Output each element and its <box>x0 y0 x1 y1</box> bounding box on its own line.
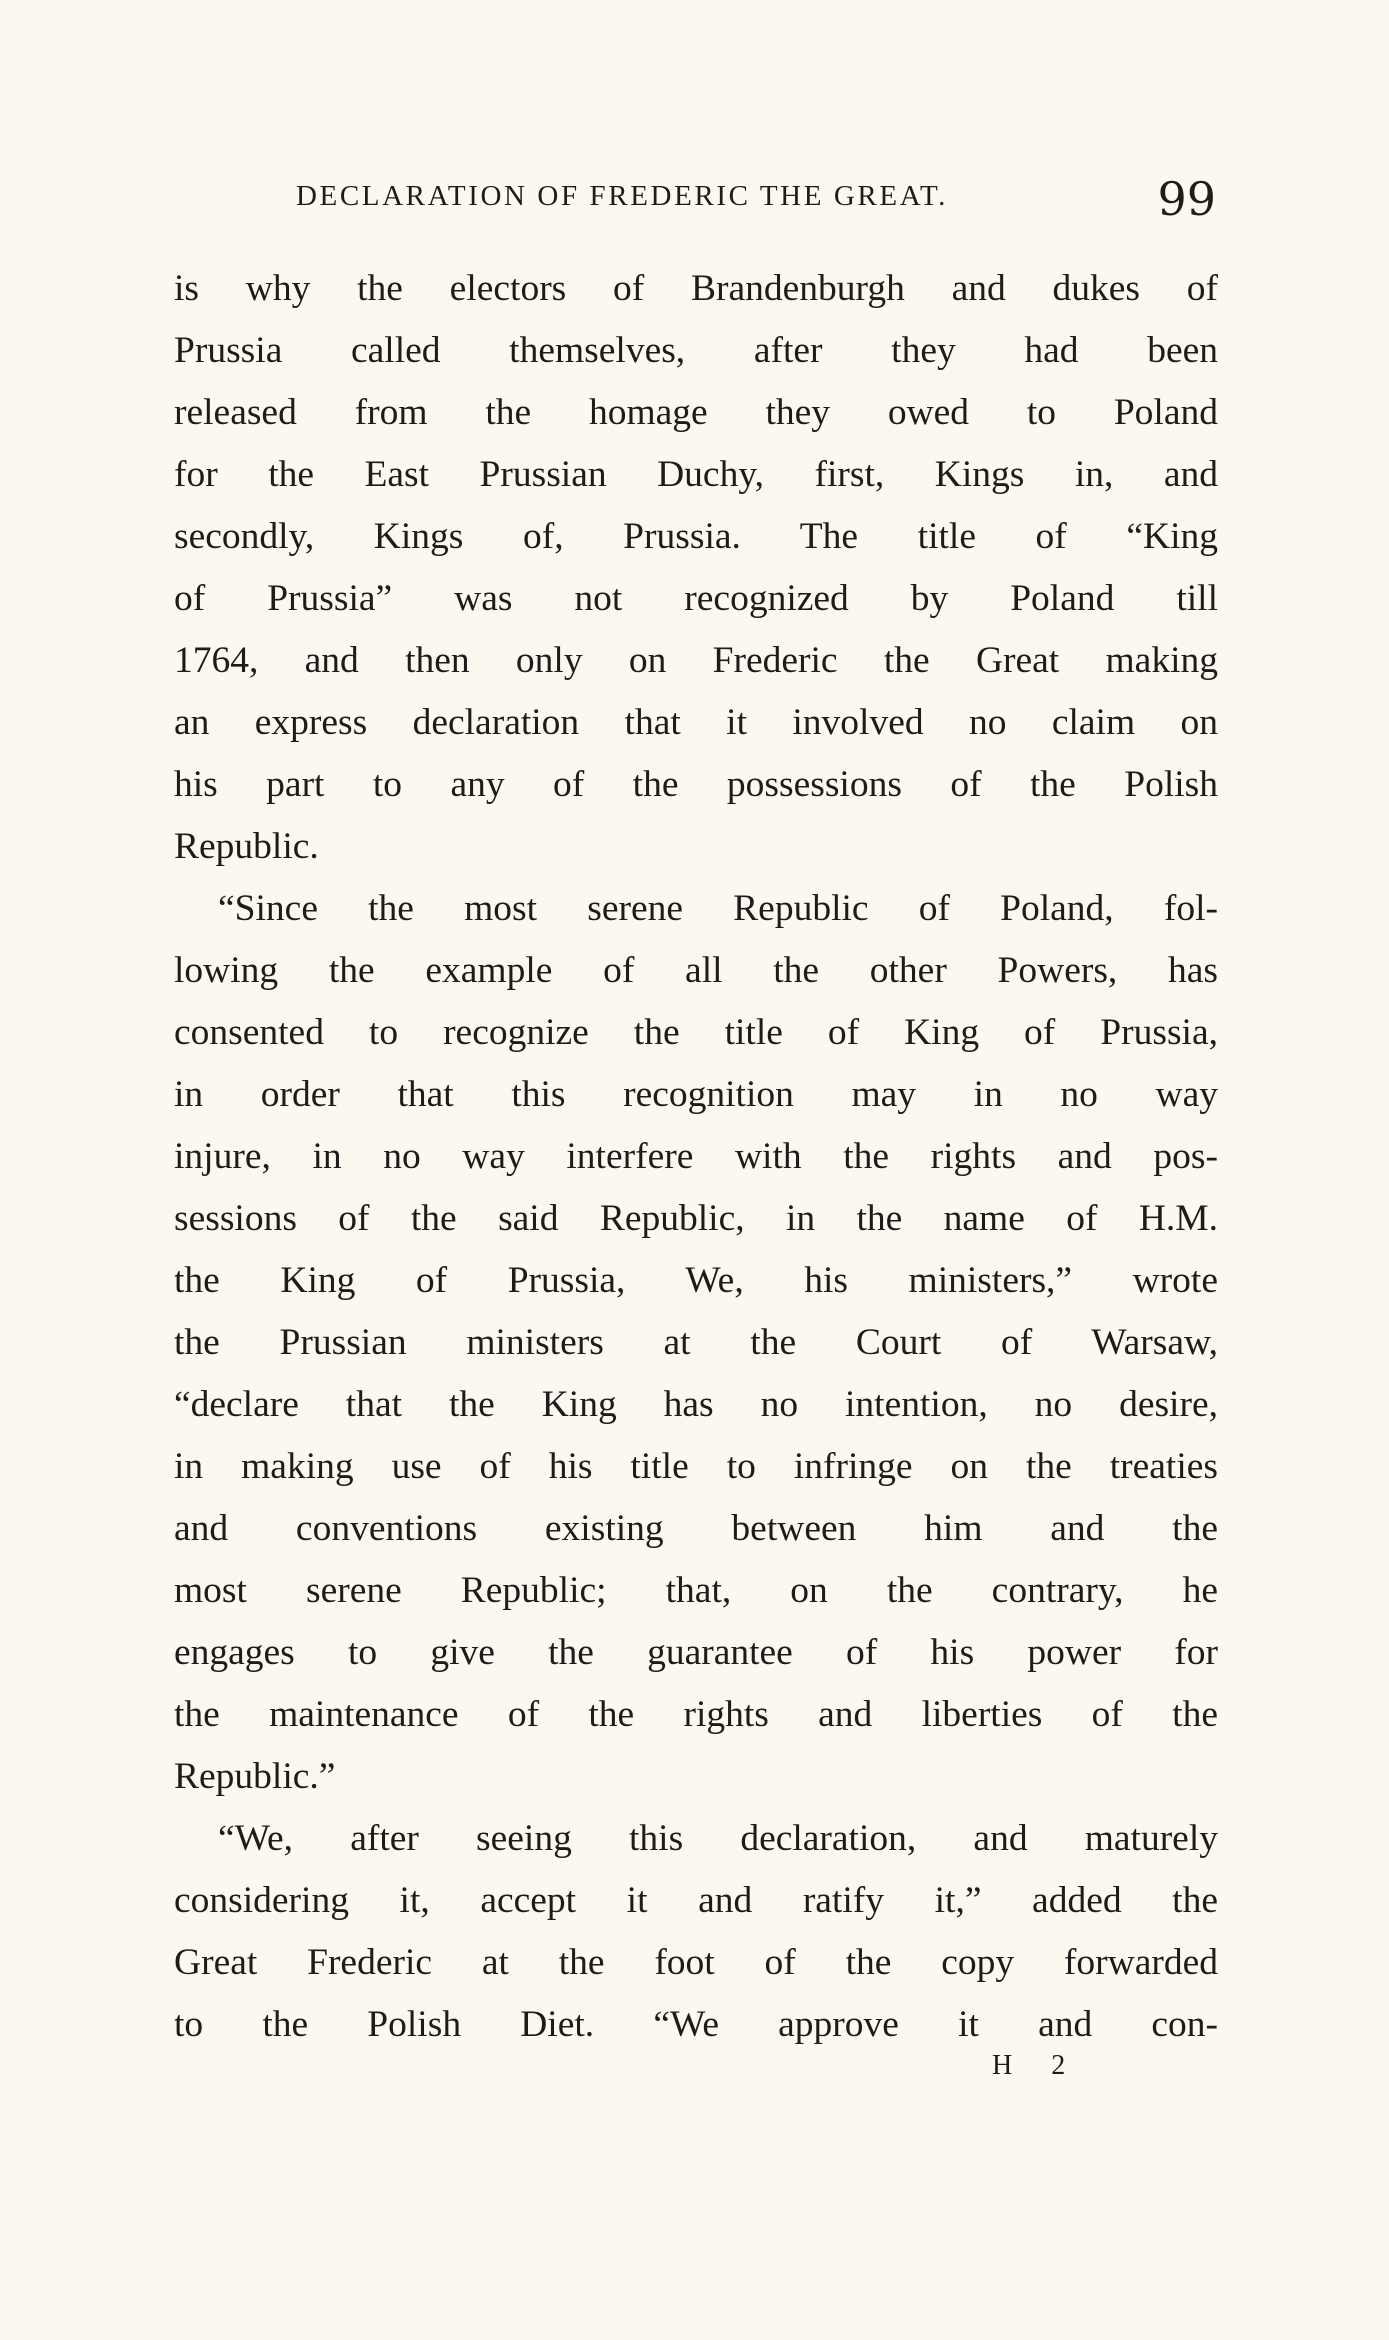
text-line: Prussia called themselves, after they had been <box>174 330 1218 371</box>
text-line: Republic. <box>174 826 319 867</box>
text-line: an express declaration that it involved no claim on <box>174 702 1218 743</box>
text-line: lowing the example of all the other Powers, has <box>174 950 1218 991</box>
text-line: 1764, and then only on Frederic the Great making <box>174 640 1218 681</box>
text-line: “declare that the King has no intention, no desire, <box>174 1384 1218 1425</box>
text-line: in making use of his title to infringe on the treaties <box>174 1446 1218 1487</box>
text-line: the Prussian ministers at the Court of Warsaw, <box>174 1322 1218 1363</box>
text-line: Great Frederic at the foot of the copy forwarded <box>174 1942 1218 1983</box>
text-line: his part to any of the possessions of the Polish <box>174 764 1218 805</box>
text-line: most serene Republic; that, on the contrary, he <box>174 1570 1218 1611</box>
text-line: “Since the most serene Republic of Poland, fol- <box>218 888 1218 929</box>
page-number: 99 <box>1157 172 1216 226</box>
text-line: to the Polish Diet. “We approve it and con- <box>174 2004 1218 2045</box>
running-head <box>296 172 1216 232</box>
text-line: consented to recognize the title of King of Prussia, <box>174 1012 1218 1053</box>
running-title: DECLARATION OF FREDERIC THE GREAT. <box>296 180 949 212</box>
text-line: of Prussia” was not recognized by Poland till <box>174 578 1218 619</box>
text-line: secondly, Kings of, Prussia. The title of “King <box>174 516 1218 557</box>
text-line: for the East Prussian Duchy, first, Kings in, and <box>174 454 1218 495</box>
text-line: the King of Prussia, We, his ministers,” wrote <box>174 1260 1218 1301</box>
signature-mark: H 2 <box>992 2050 1082 2081</box>
text-line: Republic.” <box>174 1756 336 1797</box>
text-line: is why the electors of Brandenburgh and dukes of <box>174 268 1218 309</box>
text-line: “We, after seeing this declaration, and maturely <box>218 1818 1218 1859</box>
text-line: injure, in no way interfere with the rights and pos- <box>174 1136 1218 1177</box>
body-text <box>174 258 1218 2056</box>
text-line: in order that this recognition may in no way <box>174 1074 1218 1115</box>
text-line: the maintenance of the rights and liberties of the <box>174 1694 1218 1735</box>
text-line: released from the homage they owed to Poland <box>174 392 1218 433</box>
text-line: considering it, accept it and ratify it,” added the <box>174 1880 1218 1921</box>
text-line: and conventions existing between him and the <box>174 1508 1218 1549</box>
text-line: engages to give the guarantee of his power for <box>174 1632 1218 1673</box>
text-line: sessions of the said Republic, in the name of H.M. <box>174 1198 1218 1239</box>
